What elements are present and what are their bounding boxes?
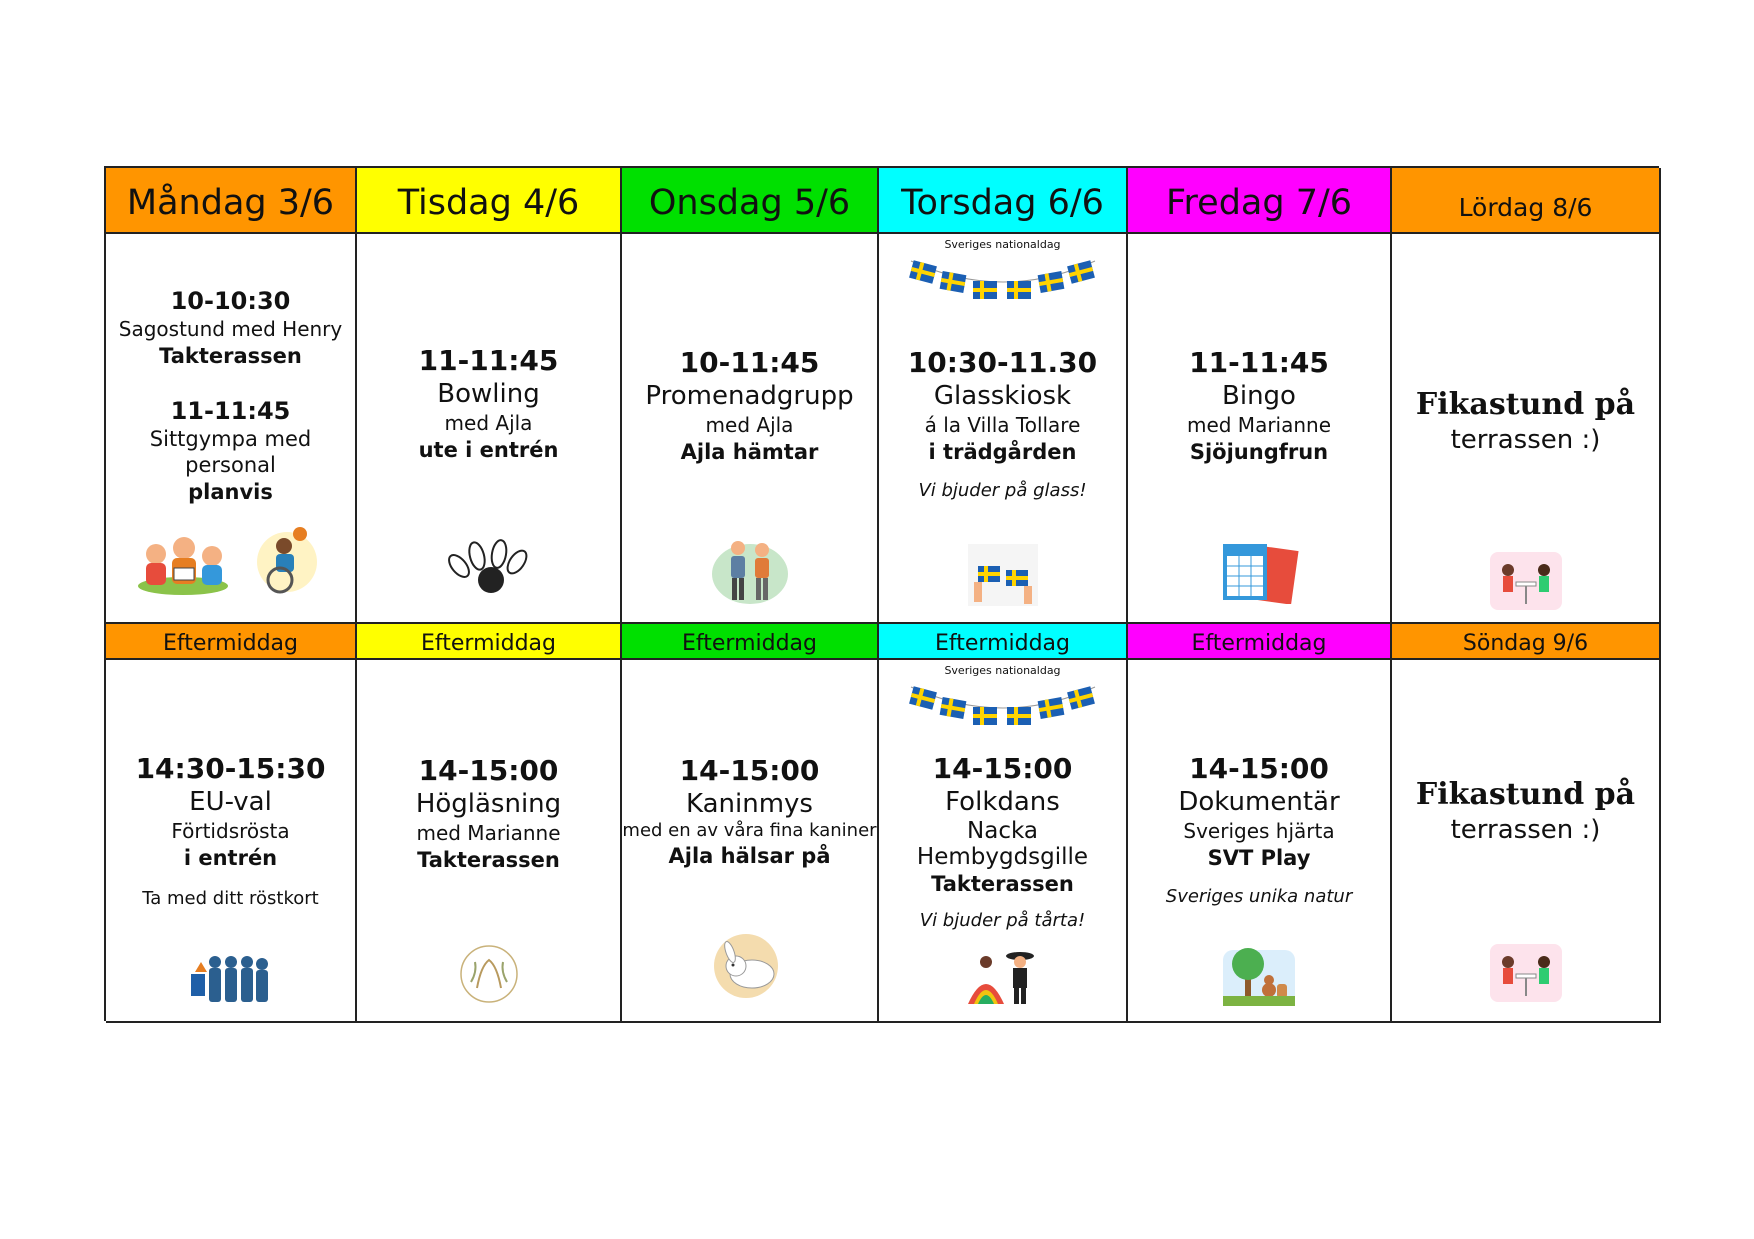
activity-title: Bingo bbox=[1222, 381, 1296, 411]
activity-subtitle: med en av våra fina kaniner bbox=[622, 820, 877, 841]
folk-dancers-icon bbox=[962, 946, 1044, 1008]
cell-friday-morning bbox=[1128, 234, 1392, 624]
afternoon-header-wednesday: Eftermiddag bbox=[622, 624, 879, 660]
cafe-terrace-icon bbox=[1490, 944, 1562, 1002]
activity-title: Högläsning bbox=[415, 789, 562, 819]
activity-subtitle: terrassen :) bbox=[1450, 425, 1601, 455]
activity-title: Kaninmys bbox=[686, 789, 813, 819]
activity-place: SVT Play bbox=[1207, 846, 1311, 870]
day-header-monday: Måndag 3/6 bbox=[106, 168, 357, 234]
activity-title: Glasskiosk bbox=[933, 381, 1072, 411]
activity-title: Fikastund på bbox=[1415, 387, 1636, 422]
cell-saturday bbox=[1392, 234, 1661, 624]
activity-place: Sjöjungfrun bbox=[1189, 440, 1329, 464]
activity-subtitle: Nacka Hembygdsgille bbox=[916, 818, 1089, 870]
flag-garland-icon bbox=[903, 677, 1103, 733]
activity-title: Sagostund med Henry bbox=[118, 317, 343, 341]
activity-place: i entrén bbox=[183, 846, 278, 870]
activity-time: 11-11:45 bbox=[418, 344, 559, 377]
activity-place: i trädgården bbox=[928, 440, 1077, 464]
activity-place: ute i entrén bbox=[418, 438, 559, 462]
activity-place: Takterassen bbox=[159, 344, 302, 368]
banner-text: Sveriges nationaldag bbox=[944, 664, 1061, 677]
wheelchair-ball-icon bbox=[256, 522, 318, 598]
activity-place: Takterassen bbox=[417, 848, 560, 872]
walking-couple-icon bbox=[710, 534, 790, 604]
bowling-icon bbox=[447, 536, 531, 596]
nationaldag-banner bbox=[879, 664, 1126, 733]
cafe-terrace-icon bbox=[1490, 552, 1562, 610]
activity-note: Vi bjuder på glass! bbox=[918, 480, 1087, 501]
cell-monday-afternoon bbox=[106, 660, 357, 1023]
activity-place: planvis bbox=[188, 480, 273, 504]
activity-time: 14-15:00 bbox=[418, 754, 559, 787]
cell-sunday bbox=[1392, 660, 1661, 1023]
activity-subtitle: Sveriges hjärta bbox=[1183, 819, 1335, 843]
activity-time: 10-11:45 bbox=[679, 346, 820, 379]
cell-thursday-morning bbox=[879, 234, 1128, 624]
activity-title: Sittgympa med personal bbox=[149, 427, 312, 477]
activity-time: 14-15:00 bbox=[1189, 752, 1329, 785]
cell-friday-afternoon bbox=[1128, 660, 1392, 1023]
activity-title: Dokumentär bbox=[1178, 787, 1340, 817]
activity-title: Fikastund på bbox=[1415, 777, 1636, 812]
activity-title: EU-val bbox=[189, 787, 272, 817]
day-header-thursday: Torsdag 6/6 bbox=[879, 168, 1128, 234]
activity-note: Vi bjuder på tårta! bbox=[919, 910, 1086, 931]
activity-note: Ta med ditt röstkort bbox=[142, 888, 319, 909]
activity-time: 14-15:00 bbox=[932, 752, 1073, 785]
activity-time: 11-11:45 bbox=[170, 397, 291, 425]
activity-place: Takterassen bbox=[931, 872, 1074, 896]
children-reading-icon bbox=[136, 530, 231, 596]
swedish-flags-icon bbox=[968, 544, 1038, 606]
afternoon-header-monday: Eftermiddag bbox=[106, 624, 357, 660]
activity-time: 10:30-11.30 bbox=[907, 346, 1098, 379]
cell-wednesday-morning bbox=[622, 234, 879, 624]
day-header-saturday: Lördag 8/6 bbox=[1392, 168, 1661, 234]
cell-tuesday-afternoon bbox=[357, 660, 622, 1023]
flag-garland-icon bbox=[903, 251, 1103, 307]
day-header-sunday: Söndag 9/6 bbox=[1392, 624, 1661, 660]
hands-wreath-icon bbox=[457, 942, 521, 1006]
afternoon-header-thursday: Eftermiddag bbox=[879, 624, 1128, 660]
activity-time: 14:30-15:30 bbox=[135, 752, 326, 785]
banner-text: Sveriges nationaldag bbox=[944, 238, 1061, 251]
cell-tuesday-morning bbox=[357, 234, 622, 624]
day-header-friday: Fredag 7/6 bbox=[1128, 168, 1392, 234]
activity-subtitle: Förtidsrösta bbox=[171, 819, 290, 843]
cell-thursday-afternoon bbox=[879, 660, 1128, 1023]
activity-subtitle: terrassen :) bbox=[1450, 815, 1601, 845]
day-header-wednesday: Onsdag 5/6 bbox=[622, 168, 879, 234]
forest-animals-icon bbox=[1223, 944, 1295, 1006]
afternoon-header-friday: Eftermiddag bbox=[1128, 624, 1392, 660]
activity-title: Bowling bbox=[437, 379, 540, 409]
activity-subtitle: med Ajla bbox=[705, 413, 794, 437]
bingo-card-icon bbox=[1219, 542, 1299, 604]
activity-time: 14-15:00 bbox=[679, 754, 820, 787]
activity-place: Ajla hälsar på bbox=[668, 844, 831, 868]
activity-title: Promenadgrupp bbox=[645, 381, 854, 411]
activity-place: Ajla hämtar bbox=[680, 440, 819, 464]
activity-note: Sveriges unika natur bbox=[1165, 886, 1353, 907]
activity-time: 10-10:30 bbox=[170, 287, 291, 315]
cell-monday-morning bbox=[106, 234, 357, 624]
activity-subtitle: á la Villa Tollare bbox=[924, 413, 1081, 437]
weekly-schedule bbox=[104, 166, 1659, 1021]
nationaldag-banner bbox=[879, 238, 1126, 307]
day-header-tuesday: Tisdag 4/6 bbox=[357, 168, 622, 234]
cell-wednesday-afternoon bbox=[622, 660, 879, 1023]
activity-time: 11-11:45 bbox=[1189, 346, 1329, 379]
activity-subtitle: med Marianne bbox=[416, 821, 561, 845]
activity-title: Folkdans bbox=[945, 787, 1060, 817]
afternoon-header-tuesday: Eftermiddag bbox=[357, 624, 622, 660]
activity-subtitle: med Marianne bbox=[1186, 413, 1332, 437]
activity-subtitle: med Ajla bbox=[444, 411, 533, 435]
voting-queue-icon bbox=[191, 952, 271, 1006]
rabbit-icon bbox=[712, 932, 788, 998]
